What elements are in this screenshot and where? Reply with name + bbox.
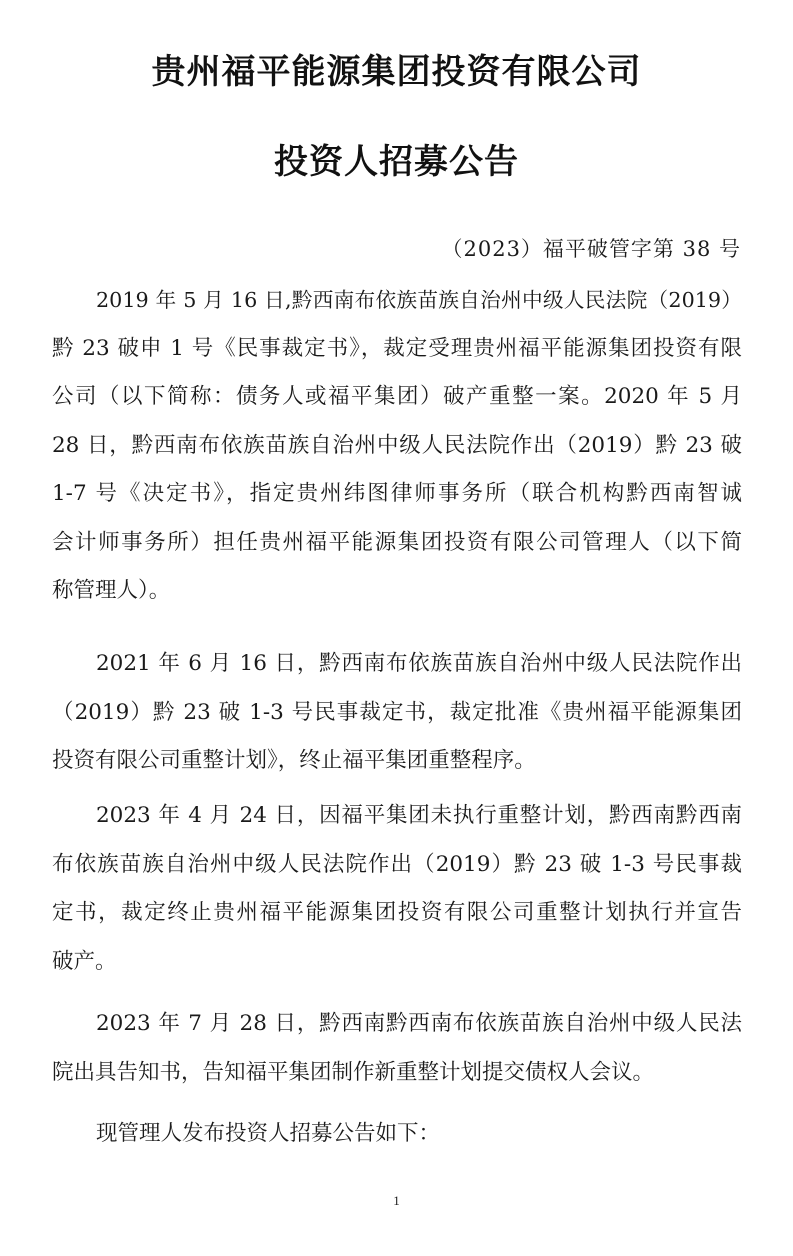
paragraph-plan-approval (52, 640, 742, 786)
paragraph-line: 称管理人）。 (52, 578, 171, 603)
paragraph-line: 定书，裁定终止贵州福平能源集团投资有限公司重整计划执行并宣告 (52, 900, 742, 925)
document-number: （2023）福平破管字第 38 号 (441, 237, 741, 261)
document-subtitle: 投资人招募公告 (274, 142, 519, 182)
page-number: 1 (393, 1193, 400, 1208)
document-title: 贵州福平能源集团投资有限公司 (151, 52, 642, 92)
paragraph-line: 会计师事务所）担任贵州福平能源集团投资有限公司管理人（以下简 (52, 529, 742, 555)
paragraph-line: 2023 年 7 月 28 日，黔西南黔西南布依族苗族自治州中级人民法 (96, 1011, 742, 1036)
paragraph-line: 院出具告知书，告知福平集团制作新重整计划提交债权人会议。 (52, 1059, 655, 1085)
paragraph-line: 布依族苗族自治州中级人民法院作出（2019）黔 23 破 1-3 号民事裁 (52, 851, 742, 877)
paragraph-line: 公司（以下简称：债务人或福平集团）破产重整一案。2020 年 5 月 (52, 384, 742, 409)
paragraph-line: 1-7 号《决定书》，指定贵州纬图律师事务所（联合机构黔西南智诚 (52, 481, 742, 506)
paragraph-line: 投资有限公司重整计划》，终止福平集团重整程序。 (52, 748, 536, 773)
paragraph-line: 2019 年 5 月 16 日,黔西南布依族苗族自治州中级人民法院（2019） (96, 288, 742, 312)
paragraph-line: 2021 年 6 月 16 日，黔西南布依族苗族自治州中级人民法院作出 (96, 651, 742, 676)
paragraph-court-acceptance (52, 276, 742, 616)
paragraph-line: 黔 23 破申 1 号《民事裁定书》，裁定受理贵州福平能源集团投资有限 (52, 335, 742, 361)
paragraph-notification (52, 1000, 742, 1097)
paragraph-announcement-intro (52, 1110, 742, 1159)
paragraph-line: 现管理人发布投资人招募公告如下： (96, 1121, 441, 1146)
paragraph-line: 2023 年 4 月 24 日，因福平集团未执行重整计划，黔西南黔西南 (96, 803, 742, 828)
paragraph-line: （2019）黔 23 破 1-3 号民事裁定书，裁定批准《贵州福平能源集团 (52, 699, 742, 725)
paragraph-line: 破产。 (52, 948, 117, 974)
paragraph-bankruptcy-ruling (52, 792, 742, 986)
paragraph-line: 28 日，黔西南布依族苗族自治州中级人民法院作出（2019）黔 23 破 (52, 432, 742, 458)
